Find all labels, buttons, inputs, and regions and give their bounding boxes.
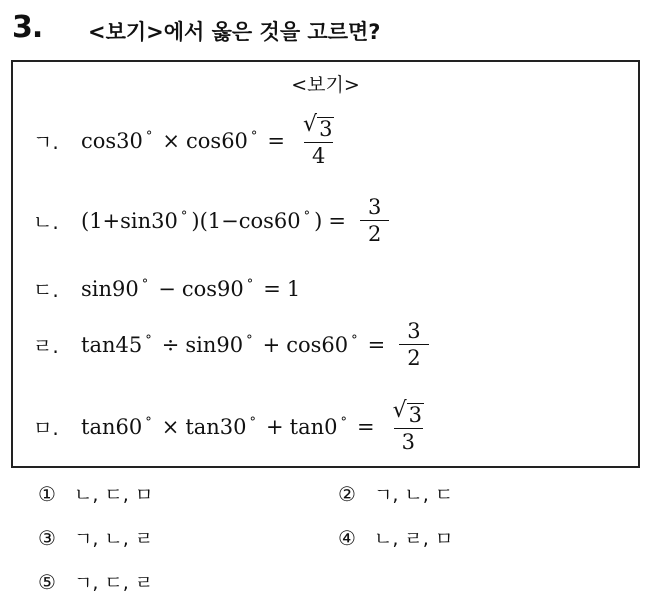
result: 1: [286, 276, 301, 301]
operator: −: [158, 276, 176, 301]
fraction: [299, 114, 338, 167]
question-text: <보기>에서 옳은 것을 고르면?: [88, 20, 381, 44]
operator: +: [262, 332, 281, 357]
operator: ÷: [161, 332, 180, 357]
term: sin90: [81, 276, 139, 301]
fraction: [399, 320, 428, 369]
equals-sign: =: [263, 276, 281, 301]
bogi-box: [11, 60, 640, 468]
fraction: [360, 196, 389, 245]
numerator: 3: [407, 319, 421, 343]
term: cos60: [286, 332, 349, 357]
choice-3[interactable]: [38, 524, 153, 551]
radicand: 3: [319, 117, 333, 141]
degree-sign: °: [351, 333, 358, 349]
choice-text: ㄱ, ㄴ, ㄷ: [374, 484, 454, 506]
choice-2[interactable]: [338, 480, 453, 507]
choice-4[interactable]: [338, 524, 453, 551]
choice-5[interactable]: [38, 568, 153, 595]
equals-sign: =: [267, 128, 286, 153]
fraction: [389, 400, 428, 453]
term: tan0: [289, 414, 338, 439]
numerator: [389, 400, 428, 428]
choice-mark: ②: [338, 482, 356, 506]
radical-sign: √: [303, 112, 318, 137]
item-label: ㄴ.: [33, 210, 59, 235]
choice-text: ㄴ, ㄹ, ㅁ: [374, 528, 454, 550]
equals-sign: =: [328, 208, 346, 233]
degree-sign: °: [249, 415, 257, 431]
equals-sign: =: [367, 332, 386, 357]
item-label: ㄱ.: [33, 130, 59, 155]
degree-sign: °: [303, 209, 311, 225]
equals-sign: =: [357, 414, 375, 439]
term: sin90: [185, 332, 244, 357]
numerator: [299, 114, 338, 142]
item-label: ㄹ.: [33, 334, 59, 359]
choice-mark: ①: [38, 482, 56, 506]
degree-sign: °: [145, 129, 153, 145]
term: (1+sin30: [81, 208, 178, 233]
term: cos30: [81, 128, 143, 153]
bogi-item-mieum: [33, 400, 428, 453]
denominator: 2: [360, 220, 389, 245]
choice-1[interactable]: [38, 480, 153, 507]
term: cos60: [186, 128, 248, 153]
bogi-item-nieun: [33, 196, 389, 245]
numerator: 3: [367, 195, 382, 219]
choice-text: ㄱ, ㄴ, ㄹ: [74, 528, 154, 550]
question-number: 3.: [12, 10, 43, 45]
denominator: 2: [399, 344, 428, 369]
term: )(1−cos60: [191, 208, 301, 233]
radicand: 3: [408, 403, 423, 427]
degree-sign: °: [145, 333, 152, 349]
denominator: 4: [304, 142, 333, 167]
degree-sign: °: [340, 415, 348, 431]
term: tan45: [81, 332, 143, 357]
operator: ×: [161, 414, 180, 439]
term: tan30: [185, 414, 247, 439]
operator: ×: [162, 128, 181, 153]
degree-sign: °: [180, 209, 188, 225]
choice-text: ㄴ, ㄷ, ㅁ: [74, 484, 154, 506]
bogi-item-rieul: [33, 320, 429, 369]
choice-text: ㄱ, ㄷ, ㄹ: [74, 572, 154, 594]
degree-sign: °: [246, 333, 253, 349]
choice-mark: ⑤: [38, 570, 56, 594]
choice-mark: ④: [338, 526, 356, 550]
item-label: ㄷ.: [33, 278, 59, 302]
degree-sign: °: [141, 277, 149, 292]
term: tan60: [81, 414, 143, 439]
term: cos90: [181, 276, 244, 301]
degree-sign: °: [145, 415, 152, 431]
denominator: 3: [394, 428, 423, 453]
bogi-item-digeut: [33, 274, 300, 303]
degree-sign: °: [250, 129, 258, 145]
degree-sign: °: [246, 277, 254, 292]
bogi-title: <보기>: [291, 74, 360, 96]
bogi-item-giyeok: [33, 114, 338, 167]
choice-mark: ③: [38, 526, 56, 550]
operator: +: [266, 414, 284, 439]
radical-sign: √: [392, 398, 407, 423]
item-label: ㅁ.: [33, 416, 59, 441]
term: ): [314, 208, 323, 233]
